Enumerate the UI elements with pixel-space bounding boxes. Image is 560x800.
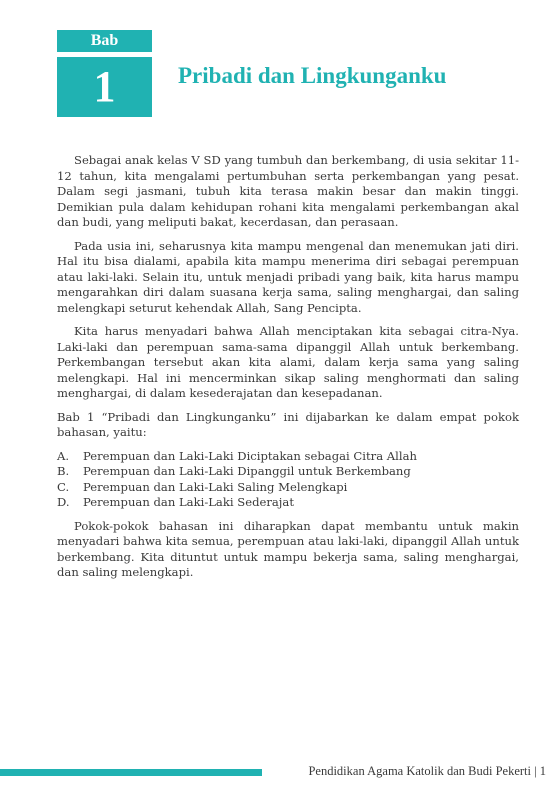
footer-text: Pendidikan Agama Katolik dan Budi Pekerti | 1 — [308, 764, 546, 778]
list-item-letter: A. — [57, 448, 70, 463]
list-item — [57, 480, 519, 496]
topics-intro: Bab 1 “Pribadi dan Lingkunganku” ini dijabarkan ke dalam empat pokok bahasan, yaitu: — [57, 409, 519, 439]
list-item — [57, 464, 519, 480]
list-item — [57, 495, 519, 511]
chapter-number: 1 — [57, 57, 152, 117]
list-item-text: Perempuan dan Laki-Laki Sederajat — [83, 495, 294, 509]
topics-list — [57, 449, 519, 511]
closing-paragraph: Pokok-pokok bahasan ini diharapkan dapat membantu untuk makin menyadari bahwa kita semua, perempuan atau laki-laki, dipanggil Allah untuk berkembang. Kita dituntut untuk mampu bekerja sama, saling menghargai, dan saling melengkapi. — [57, 518, 519, 579]
paragraph: Sebagai anak kelas V SD yang tumbuh dan berkembang, di usia sekitar 11-12 tahun, kita mengalami pertumbuhan serta perkembangan yang pesat. Dalam segi jasmani, tubuh kita terasa makin besar dan makin tinggi. Demikian pula dalam kehidupan rohani kita mengalami perkembangan akal dan budi, yang meliputi bakat, kecerdasan, dan perasaan. — [57, 153, 519, 229]
list-item-letter: C. — [57, 479, 70, 494]
chapter-body — [57, 153, 519, 589]
list-item — [57, 449, 519, 465]
list-item-text: Perempuan dan Laki-Laki Dipanggil untuk Berkembang — [83, 464, 411, 478]
list-item-text: Perempuan dan Laki-Laki Diciptakan sebagai Citra Allah — [83, 448, 417, 463]
chapter-title: Pribadi dan Lingkunganku — [178, 63, 447, 88]
paragraph: Pada usia ini, seharusnya kita mampu mengenal dan menemukan jati diri. Hal itu bisa dialami, apabila kita mampu menerima diri sebagai perempuan atau laki-laki. Selain itu, untuk menjadi pribadi yang baik, kita harus mampu mengarahkan diri dalam suasana kerja sama, saling menghargai, dan saling melengkapi seturut kehendak Allah, Sang Pencipta. — [57, 238, 519, 315]
list-item-letter: D. — [57, 495, 70, 509]
chapter-label: Bab — [57, 30, 152, 52]
list-item-letter: B. — [57, 464, 70, 478]
footer-bar — [0, 769, 262, 776]
paragraph: Kita harus menyadari bahwa Allah menciptakan kita sebagai citra-Nya. Laki-laki dan perempuan sama-sama dipanggil Allah untuk berkembang. Perkembangan tersebut akan kita alami, dalam kerja sama yang saling melengkapi. Hal ini mencerminkan sikap saling menghormati dan saling menghargai, di dalam kesederajatan dan kesepadanan. — [57, 324, 519, 400]
list-item-text: Perempuan dan Laki-Laki Saling Melengkapi — [83, 479, 348, 494]
